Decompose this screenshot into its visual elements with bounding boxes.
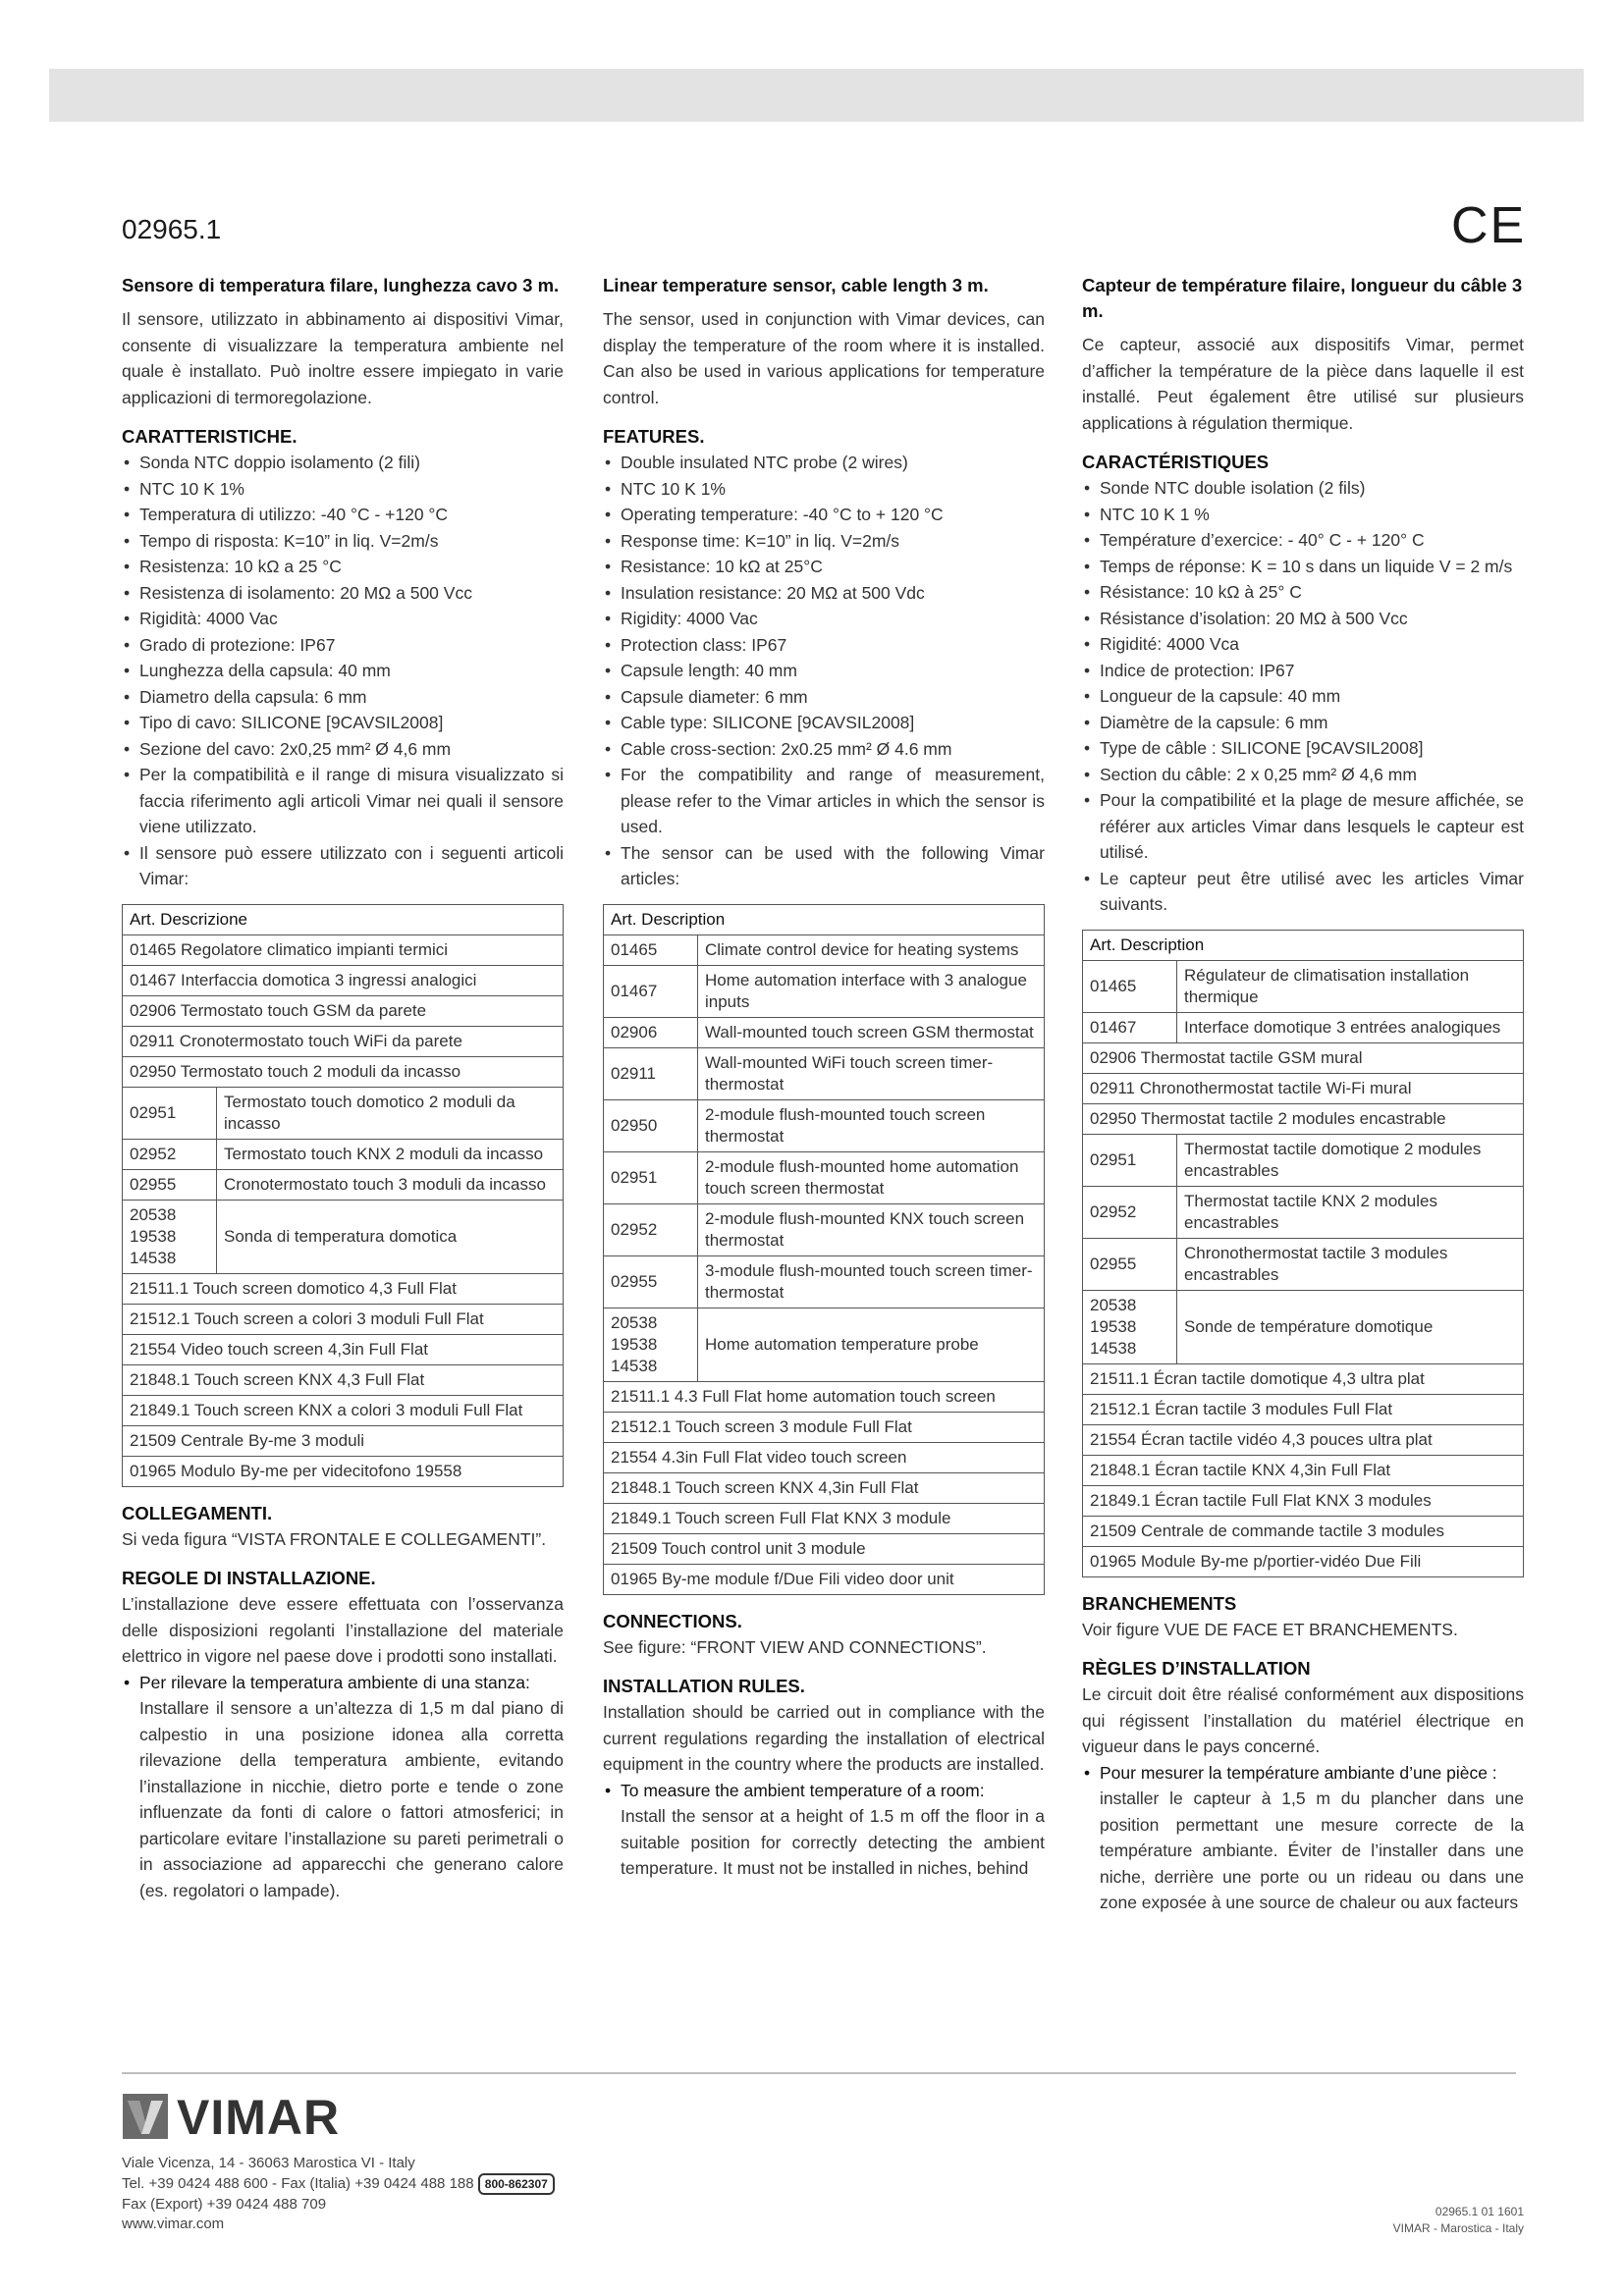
table-row: 21849.1 Touch screen KNX a colori 3 moduli Full Flat [123,1395,564,1425]
feature-item: • Longueur de la capsule: 40 mm [1082,683,1524,710]
feature-item: • Operating temperature: -40 °C to + 120 °C [603,502,1045,528]
table-art: 20538 19538 14538 [604,1308,698,1381]
feature-item: • Resistance: 10 kΩ at 25°C [603,554,1045,580]
feature-item: • Sonde NTC double isolation (2 fils) [1082,475,1524,502]
features-list-it [122,450,564,892]
table-row: 21511.1 Écran tactile domotique 4,3 ultra plat [1083,1363,1524,1394]
connections-text-it: Si veda figura “VISTA FRONTALE E COLLEGAMENTI”. [122,1528,547,1549]
table-desc: Climate control device for heating systems [698,934,1045,965]
feature-item: • Protection class: IP67 [603,632,1045,659]
feature-item: • Rigidity: 4000 Vac [603,606,1045,632]
table-art: 02951 [1083,1134,1177,1186]
table-row: 02911 Cronotermostato touch WiFi da parete [123,1026,564,1056]
table-art: 02952 [1083,1186,1177,1238]
articles-table-en [603,904,1045,1595]
vimar-logo [122,2089,341,2146]
feature-item: • Resistenza: 10 kΩ a 25 °C [122,554,564,580]
intro-en: The sensor, used in conjunction with Vimar devices, can display the temperature of the room where it is installed. Can also be used in various applications for temperature control. [603,309,1045,407]
feature-item: • Capsule diameter: 6 mm [603,684,1045,711]
feature-item: • Résistance: 10 kΩ à 25° C [1082,579,1524,606]
table-row: 21554 Video touch screen 4,3in Full Flat [123,1334,564,1364]
title-it: Sensore di temperatura filare, lunghezza cavo 3 m. [122,275,560,295]
table-header: Art. Description [1083,930,1524,960]
table-desc: Home automation temperature probe [698,1308,1045,1381]
feature-item: • Rigidité: 4000 Vca [1082,631,1524,658]
connections-heading-fr: BRANCHEMENTS [1082,1592,1237,1614]
features-heading-en: FEATURES. [603,426,705,447]
table-desc: 3-module flush-mounted touch screen timer-thermostat [698,1255,1045,1308]
column-italian [122,273,564,1903]
table-desc: Home automation interface with 3 analogue inputs [698,965,1045,1017]
table-desc: Wall-mounted touch screen GSM thermostat [698,1017,1045,1047]
table-art: 01467 [604,965,698,1017]
table-row: 01965 Modulo By-me per videcitofono 19558 [123,1456,564,1486]
feature-item: • NTC 10 K 1% [122,476,564,503]
feature-item: • Temperatura di utilizzo: -40 °C - +120 °C [122,502,564,528]
table-art: 20538 19538 14538 [1083,1290,1177,1363]
rules-bullet-text-fr: installer le capteur à 1,5 m du plancher dans une position permettant une mesure correcte de la température ambiante. Éviter de l’installer dans une niche, derrière une porte ou un rideau ou dans une zone exposée à une source de chaleur ou aux facteurs [1100,1789,1524,1912]
table-art: 02951 [123,1087,217,1139]
connections-heading-en: CONNECTIONS. [603,1610,742,1631]
feature-item: • Cable cross-section: 2x0.25 mm² Ø 4.6 mm [603,736,1045,763]
connections-heading-it: COLLEGAMENTI. [122,1502,273,1523]
table-row: 21848.1 Écran tactile KNX 4,3in Full Flat [1083,1455,1524,1485]
feature-item: • Température d’exercice: - 40° C - + 120° C [1082,527,1524,554]
table-art: 02911 [604,1047,698,1099]
feature-item: • Sonda NTC doppio isolamento (2 fili) [122,450,564,476]
feature-item: • Diamètre de la capsule: 6 mm [1082,710,1524,736]
rules-bullet-text-it: Installare il sensore a un’altezza di 1,5 m dal piano di calpestio in una posizione idonea alla corretta rilevazione della temperatura ambiente, evitando l’installazione in nicchie, dietro porte e tende o zone influenzate da fonti di calore o fattori atmosferici; in particolare evitare l’installazione su pareti perimetrali o in associazione ad apparecchi che generano calore (es. regolatori o lampade). [139,1698,564,1900]
rules-heading-it: REGOLE DI INSTALLAZIONE. [122,1568,376,1588]
table-row: 21848.1 Touch screen KNX 4,3in Full Flat [604,1472,1045,1503]
feature-item: • Lunghezza della capsula: 40 mm [122,658,564,684]
title-en: Linear temperature sensor, cable length 3 m. [603,275,989,295]
column-french [1082,273,1524,1916]
feature-item: • Pour la compatibilité et la plage de mesure affichée, se référer aux articles Vimar dans lesquels le capteur est utilisé. [1082,787,1524,866]
table-row: 21512.1 Écran tactile 3 modules Full Flat [1083,1394,1524,1424]
feature-item: • Rigidità: 4000 Vac [122,606,564,632]
table-header: Art. Description [604,904,1045,934]
rules-bullet-head-en: • To measure the ambient temperature of a room: [603,1778,1045,1804]
table-art: 02952 [123,1139,217,1169]
feature-item: • Indice de protection: IP67 [1082,658,1524,684]
table-row: 21511.1 Touch screen domotico 4,3 Full Flat [123,1273,564,1304]
column-english [603,273,1045,1882]
title-fr: Capteur de température filaire, longueur du câble 3 m. [1082,275,1523,321]
rules-text-fr: Le circuit doit être réalisé conformément aux dispositions qui régissent l’installation du matériel électrique en vigueur dans le pays concerné. [1082,1684,1524,1756]
footer-divider [122,2072,1516,2074]
table-desc: Sonde de température domotique [1177,1290,1524,1363]
table-desc: Termostato touch KNX 2 moduli da incasso [217,1139,564,1169]
table-row: 21848.1 Touch screen KNX 4,3 Full Flat [123,1364,564,1395]
table-row: 21849.1 Touch screen Full Flat KNX 3 module [604,1503,1045,1533]
table-row: 01467 Interfaccia domotica 3 ingressi analogici [123,965,564,995]
table-art: 01465 [1083,960,1177,1012]
feature-item: • Il sensore può essere utilizzato con i seguenti articoli Vimar: [122,840,564,892]
intro-fr: Ce capteur, associé aux dispositifs Vimar, permet d’afficher la température de la pièce dans laquelle il est installé. Peut également être utilisé sur plusieurs applications à régulation thermique. [1082,335,1524,433]
articles-table-it [122,904,564,1487]
table-art: 02950 [604,1099,698,1151]
feature-item: • Tempo di risposta: K=10” in liq. V=2m/s [122,528,564,555]
table-row: 21509 Centrale By-me 3 moduli [123,1425,564,1456]
table-art: 02951 [604,1151,698,1203]
document-reference [1393,2204,1524,2237]
company-address [122,2154,555,2234]
table-art: 01467 [1083,1012,1177,1042]
table-art: 02906 [604,1017,698,1047]
rules-heading-en: INSTALLATION RULES. [603,1676,805,1696]
vimar-logo-icon [122,2093,169,2140]
top-banner [49,69,1584,122]
table-desc: Thermostat tactile domotique 2 modules encastrables [1177,1134,1524,1186]
table-header: Art. Descrizione [123,904,564,934]
table-desc: 2-module flush-mounted home automation touch screen thermostat [698,1151,1045,1203]
feature-item: • Section du câble: 2 x 0,25 mm² Ø 4,6 mm [1082,762,1524,788]
feature-item: • Per la compatibilità e il range di misura visualizzato si faccia riferimento agli articoli Vimar nei quali il sensore viene utilizzato. [122,762,564,840]
feature-item: • The sensor can be used with the following Vimar articles: [603,840,1045,892]
features-list-fr [1082,475,1524,918]
table-desc: Régulateur de climatisation installation thermique [1177,960,1524,1012]
feature-item: • Cable type: SILICONE [9CAVSIL2008] [603,710,1045,736]
table-row: 21511.1 4.3 Full Flat home automation touch screen [604,1381,1045,1412]
table-row: 21512.1 Touch screen 3 module Full Flat [604,1412,1045,1442]
table-desc: 2-module flush-mounted KNX touch screen thermostat [698,1203,1045,1255]
feature-item: • Resistenza di isolamento: 20 MΩ a 500 Vcc [122,580,564,607]
table-desc: Termostato touch domotico 2 moduli da incasso [217,1087,564,1139]
doc-ref-line: VIMAR - Marostica - Italy [1392,2221,1524,2235]
feature-item: • Type de câble : SILICONE [9CAVSIL2008] [1082,735,1524,762]
feature-item: • Résistance d’isolation: 20 MΩ à 500 Vcc [1082,606,1524,632]
rules-bullet-text-en: Install the sensor at a height of 1.5 m off the floor in a suitable position for correctly detecting the ambient temperature. It must not be installed in niches, behind [621,1806,1045,1878]
table-row: 02906 Termostato touch GSM da parete [123,995,564,1026]
table-desc: Thermostat tactile KNX 2 modules encastrables [1177,1186,1524,1238]
features-heading-fr: CARACTÉRISTIQUES [1082,452,1270,472]
phone-fax-line: Tel. +39 0424 488 600 - Fax (Italia) +39 0424 488 188 [122,2174,474,2192]
rules-bullet-head-fr: • Pour mesurer la température ambiante d’une pièce : [1082,1760,1524,1787]
feature-item: • NTC 10 K 1% [603,476,1045,503]
brand-name: VIMAR [177,2090,341,2145]
table-row: 02911 Chronothermostat tactile Wi-Fi mural [1083,1073,1524,1103]
table-art: 02952 [604,1203,698,1255]
table-art: 02955 [604,1255,698,1308]
table-row: 02950 Termostato touch 2 moduli da incasso [123,1056,564,1087]
feature-item: • Insulation resistance: 20 MΩ at 500 Vdc [603,580,1045,607]
address-line: Fax (Export) +39 0424 488 709 [122,2196,327,2213]
doc-ref-line: 02965.1 01 1601 [1435,2205,1524,2218]
table-desc: Wall-mounted WiFi touch screen timer-thermostat [698,1047,1045,1099]
table-desc: Chronothermostat tactile 3 modules encastrables [1177,1238,1524,1290]
feature-item: • Response time: K=10” in liq. V=2m/s [603,528,1045,555]
feature-item: • Diametro della capsula: 6 mm [122,684,564,711]
feature-item: • Double insulated NTC probe (2 wires) [603,450,1045,476]
table-art: 20538 19538 14538 [123,1200,217,1273]
articles-table-fr [1082,930,1524,1577]
table-desc: Cronotermostato touch 3 moduli da incasso [217,1169,564,1200]
table-row: 21554 Écran tactile vidéo 4,3 pouces ultra plat [1083,1424,1524,1455]
table-row: 02950 Thermostat tactile 2 modules encastrable [1083,1103,1524,1134]
table-row: 21512.1 Touch screen a colori 3 moduli Full Flat [123,1304,564,1334]
intro-it: Il sensore, utilizzato in abbinamento ai dispositivi Vimar, consente di visualizzare la temperatura ambiente nel quale è installato. Può inoltre essere impiegato in varie applicazioni di termoregolazione. [122,309,564,407]
table-row: 01965 Module By-me p/portier-vidéo Due Fili [1083,1546,1524,1576]
website-link[interactable]: www.vimar.com [122,2216,225,2232]
address-line [122,2173,555,2195]
product-code: 02965.1 [122,214,222,244]
table-art: 01465 [604,934,698,965]
table-desc: 2-module flush-mounted touch screen thermostat [698,1099,1045,1151]
table-desc: Interface domotique 3 entrées analogiques [1177,1012,1524,1042]
feature-item: • Le capteur peut être utilisé avec les articles Vimar suivants. [1082,866,1524,918]
feature-item: • Temps de réponse: K = 10 s dans un liquide V = 2 m/s [1082,554,1524,580]
feature-item: • NTC 10 K 1 % [1082,502,1524,528]
ce-mark: CE [1451,197,1527,254]
features-heading-it: CARATTERISTICHE. [122,426,298,447]
table-row: 21554 4.3in Full Flat video touch screen [604,1442,1045,1472]
rules-text-it: L’installazione deve essere effettuata con l’osservanza delle disposizioni regolanti l’installazione del materiale elettrico in vigore nel paese dove i prodotti sono installati. [122,1594,564,1666]
rules-heading-fr: RÈGLES D’INSTALLATION [1082,1658,1311,1679]
connections-text-en: See figure: “FRONT VIEW AND CONNECTIONS”. [603,1636,987,1657]
table-art: 02955 [123,1169,217,1200]
rules-text-en: Installation should be carried out in compliance with the current regulations regarding the installation of electrical equipment in the country where the products are installed. [603,1702,1045,1774]
table-desc: Sonda di temperatura domotica [217,1200,564,1273]
table-row: 02906 Thermostat tactile GSM mural [1083,1042,1524,1073]
feature-item: • For the compatibility and range of measurement, please refer to the Vimar articles in which the sensor is used. [603,762,1045,840]
freephone-badge: 800-862307 [478,2173,555,2195]
address-line: Viale Vicenza, 14 - 36063 Marostica VI - Italy [122,2155,415,2171]
feature-item: • Capsule length: 40 mm [603,658,1045,684]
feature-item: • Sezione del cavo: 2x0,25 mm² Ø 4,6 mm [122,736,564,763]
feature-item: • Grado di protezione: IP67 [122,632,564,659]
connections-text-fr: Voir figure VUE DE FACE ET BRANCHEMENTS. [1082,1619,1458,1639]
table-row: 21849.1 Écran tactile Full Flat KNX 3 modules [1083,1485,1524,1516]
table-row: 01465 Regolatore climatico impianti termici [123,934,564,965]
table-art: 02955 [1083,1238,1177,1290]
features-list-en [603,450,1045,892]
feature-item: • Tipo di cavo: SILICONE [9CAVSIL2008] [122,710,564,736]
rules-bullet-head-it: • Per rilevare la temperatura ambiente di una stanza: [122,1670,564,1696]
table-row: 21509 Touch control unit 3 module [604,1533,1045,1564]
table-row: 01965 By-me module f/Due Fili video door unit [604,1564,1045,1594]
table-row: 21509 Centrale de commande tactile 3 modules [1083,1516,1524,1546]
